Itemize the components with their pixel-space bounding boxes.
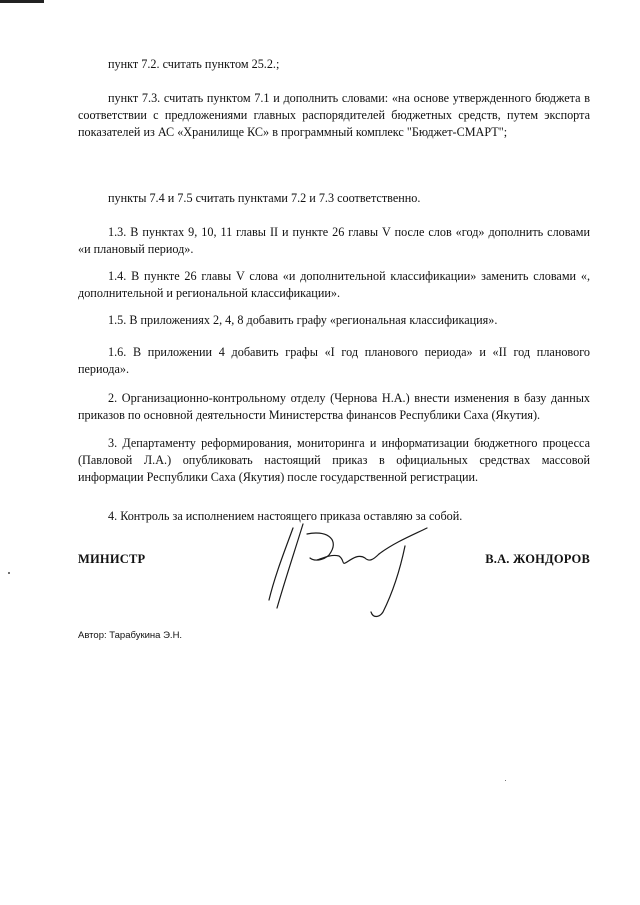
paragraph-7-4-7-5: пункты 7.4 и 7.5 считать пунктами 7.2 и 7.3 соответственно. <box>108 191 421 205</box>
scan-speck <box>505 780 506 781</box>
paragraph-1-3: 1.3. В пунктах 9, 10, 11 главы II и пункте 26 главы V после слов «год» дополнить словами «и плановый период». <box>78 225 590 256</box>
signatory-title: МИНИСТР <box>78 552 146 566</box>
paragraph-7-2: пункт 7.2. считать пунктом 25.2.; <box>108 57 280 71</box>
scan-edge-mark <box>0 0 44 3</box>
paragraph-7-3: пункт 7.3. считать пунктом 7.1 и дополнить словами: «на основе утвержденного бюджета в соответствии с предложениями главных распорядителей бюджетных средств, путем экспорта показателей из АС «Хранилище КС» в программный комплекс "Бюджет-СМАРТ"; <box>78 91 590 139</box>
paragraph-1-5: 1.5. В приложениях 2, 4, 8 добавить графу «региональная классификация». <box>108 313 498 327</box>
scan-speck <box>8 572 10 574</box>
signatory-name: В.А. ЖОНДОРОВ <box>485 552 590 566</box>
author-line: Автор: Тарабукина Э.Н. <box>78 630 183 641</box>
paragraph-1-4: 1.4. В пункте 26 главы V слова «и дополнительной классификации» заменить словами «, дополнительной и региональной классификации». <box>78 269 590 300</box>
paragraph-3: 3. Департаменту реформирования, мониторинга и информатизации бюджетного процесса (Павловой Л.А.) опубликовать настоящий приказ в официальных средствах массовой информации Республики Саха (Якутия) после государственной регистрации. <box>78 436 590 484</box>
handwritten-signature <box>255 520 445 630</box>
paragraph-4: 4. Контроль за исполнением настоящего приказа оставляю за собой. <box>108 509 463 523</box>
paragraph-2: 2. Организационно-контрольному отделу (Чернова Н.А.) внести изменения в базу данных приказов по основной деятельности Министерства финансов Республики Саха (Якутия). <box>78 391 590 422</box>
paragraph-1-6: 1.6. В приложении 4 добавить графы «I год планового периода» и «II год планового периода». <box>78 345 590 376</box>
